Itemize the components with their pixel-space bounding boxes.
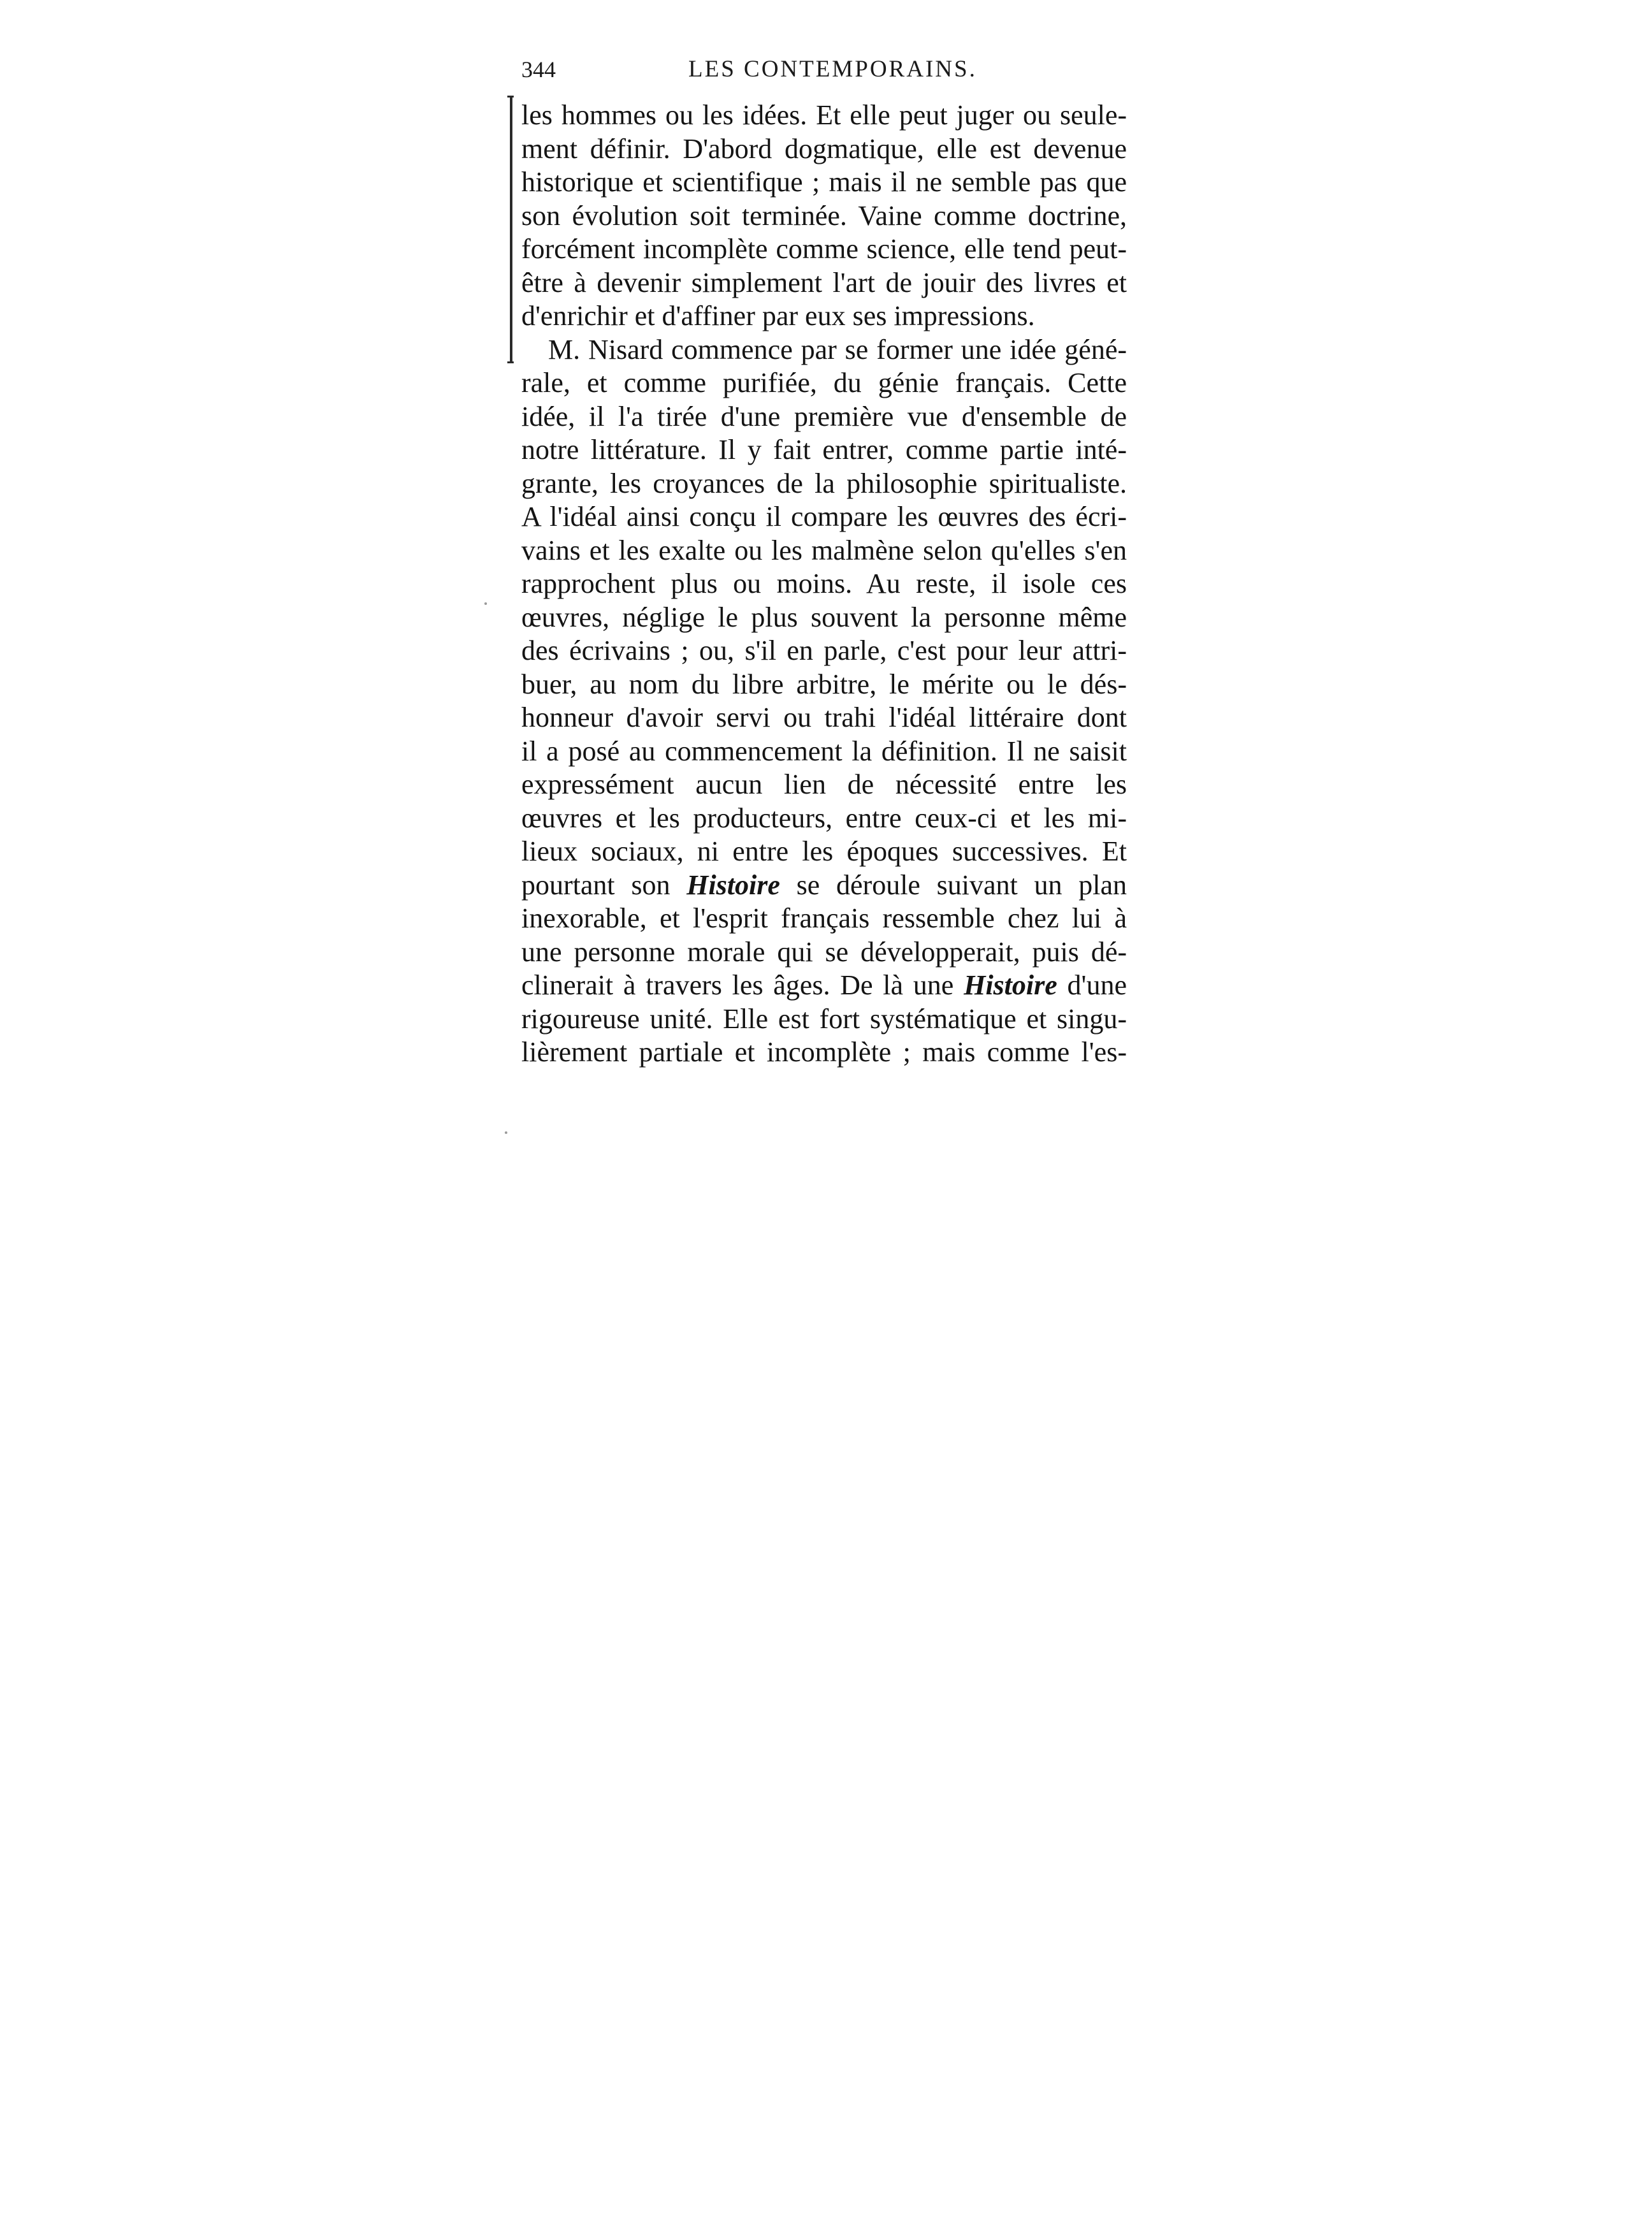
text-line: ment définir. D'abord dogmatique, elle est devenue: [521, 133, 1127, 164]
margin-pencil-mark: [510, 96, 512, 363]
text-line: honneur d'avoir servi ou trahi l'idéal littéraire dont: [521, 702, 1127, 733]
text-line: des écrivains ; ou, s'il en parle, c'est pour leur attri-: [521, 635, 1127, 666]
text-fragment: se déroule suivant un plan: [779, 869, 1127, 901]
text-line: une personne morale qui se développerait, puis dé-: [521, 936, 1127, 968]
text-line: lieux sociaux, ni entre les époques successives. Et: [521, 836, 1127, 867]
text-line: expressément aucun lien de nécessité entre les: [521, 769, 1127, 800]
text-line: rale, et comme purifiée, du génie français. Cette: [521, 367, 1127, 398]
text-line: grante, les croyances de la philosophie spiritualiste.: [521, 467, 1127, 499]
text-line: rigoureuse unité. Elle est fort systématique et singu-: [521, 1003, 1127, 1035]
text-line: son évolution soit terminée. Vaine comme doctrine,: [521, 200, 1127, 231]
running-title: LES CONTEMPORAINS.: [688, 56, 977, 82]
text-line: il a posé au commencement la définition. Il ne saisit: [521, 735, 1127, 767]
text-line: être à devenir simplement l'art de jouir des livres et: [521, 266, 1127, 298]
text-line: idée, il l'a tirée d'une première vue d'ensemble de: [521, 400, 1127, 432]
margin-mark-tick-bottom: [507, 361, 514, 363]
text-fragment: d'une: [1057, 969, 1127, 1001]
text-line-with-italic: [521, 969, 1127, 1003]
running-head: [521, 54, 1127, 85]
text-line: d'enrichir et d'affiner par eux ses impressions.: [521, 300, 1035, 331]
paper-speck: [505, 1131, 507, 1134]
paper-speck: [484, 602, 487, 605]
body-text: [521, 99, 1127, 1070]
italic-title: Histoire: [686, 869, 780, 901]
text-fragment: clinerait à travers les âges. De là une: [521, 969, 964, 1001]
text-line-with-italic: [521, 869, 1127, 903]
text-line: vains et les exalte ou les malmène selon qu'elles s'en: [521, 534, 1127, 566]
text-line: forcément incomplète comme science, elle tend peut-: [521, 233, 1127, 265]
text-line: rapprochent plus ou moins. Au reste, il isole ces: [521, 568, 1127, 599]
text-line: lièrement partiale et incomplète ; mais comme l'es-: [521, 1036, 1127, 1068]
text-line: buer, au nom du libre arbitre, le mérite ou le dés-: [521, 668, 1127, 700]
text-line: les hommes ou les idées. Et elle peut juger ou seule-: [521, 99, 1127, 131]
text-line: historique et scientifique ; mais il ne semble pas que: [521, 166, 1127, 198]
text-line: œuvres, néglige le plus souvent la personne même: [521, 601, 1127, 633]
italic-title: Histoire: [964, 969, 1057, 1001]
text-line: œuvres et les producteurs, entre ceux-ci et les mi-: [521, 802, 1127, 834]
text-line: notre littérature. Il y fait entrer, comme partie inté-: [521, 434, 1127, 465]
text-fragment: pourtant son: [521, 869, 687, 901]
margin-mark-tick-top: [507, 96, 514, 98]
page-number: 344: [521, 57, 556, 82]
text-line: inexorable, et l'esprit français ressemble chez lui à: [521, 903, 1127, 934]
text-line: A l'idéal ainsi conçu il compare les œuvres des écri-: [521, 501, 1127, 532]
text-line: M. Nisard commence par se former une idée géné-: [548, 333, 1127, 365]
